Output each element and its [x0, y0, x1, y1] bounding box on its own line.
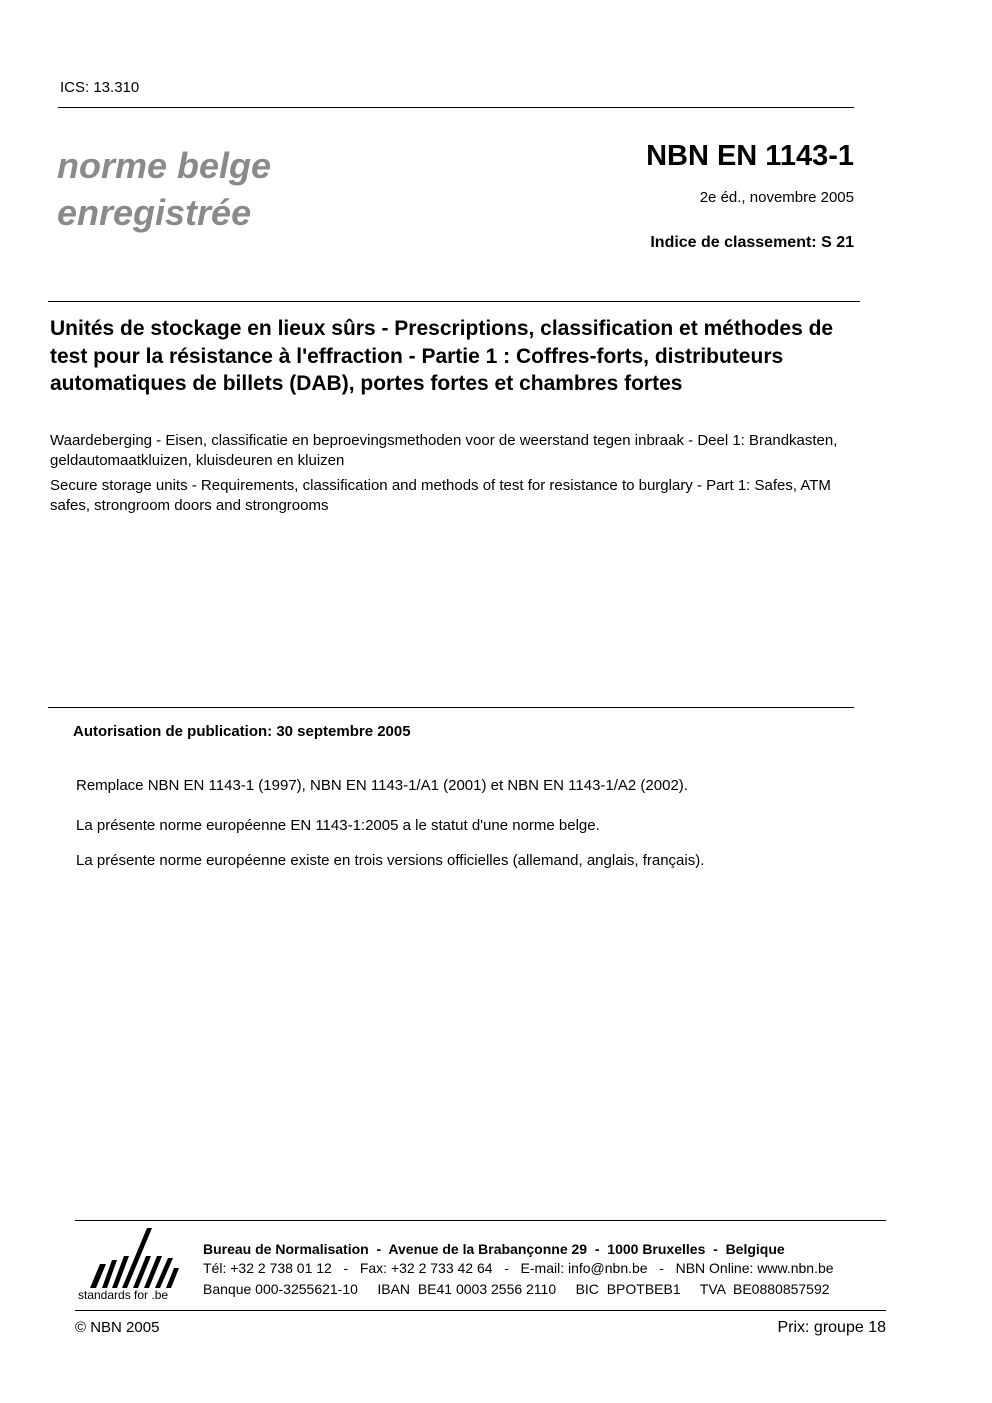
- title-french: Unités de stockage en lieux sûrs - Prescriptions, classification et méthodes de test pour la résistance à l'effraction - Partie 1 : Coffres-forts, distributeurs automatiques de billets (DAB), portes fortes et chambres fortes: [50, 317, 834, 395]
- divider-footer: [75, 1220, 886, 1221]
- divider-top: [58, 107, 854, 108]
- publication-authorisation: Autorisation de publication: 30 septembre 2005: [73, 723, 411, 740]
- edition: 2e éd., novembre 2005: [699, 189, 854, 206]
- note-replaces: Remplace NBN EN 1143-1 (1997), NBN EN 1143-1/A1 (2001) et NBN EN 1143-1/A2 (2002).: [76, 777, 688, 794]
- note-status: La présente norme européenne EN 1143-1:2005 a le statut d'une norme belge.: [76, 817, 600, 834]
- note-versions: La présente norme européenne existe en trois versions officielles (allemand, anglais, français).: [76, 852, 705, 869]
- norme-belge-heading: [57, 142, 271, 236]
- address-line: Bureau de Normalisation - Avenue de la Brabançonne 29 - 1000 Bruxelles - Belgique: [203, 1241, 785, 1257]
- ics-code: ICS: 13.310: [60, 79, 140, 96]
- title-dutch: Waardeberging - Eisen, classificatie en beproevingsmethoden voor de weerstand tegen inbraak - Deel 1: Brandkasten, geldautomaatkluizen, kluisdeuren en kluizen: [50, 432, 838, 469]
- logo-tagline: standards for .be: [78, 1288, 169, 1302]
- price-group: Prix: groupe 18: [777, 1319, 886, 1336]
- contact-line: Tél: +32 2 738 01 12 - Fax: +32 2 733 42 64 - E-mail: info@nbn.be - NBN Online: www.nbn.be: [203, 1260, 834, 1276]
- norme-belge-line-2: enregistrée: [57, 192, 252, 233]
- title-english: Secure storage units - Requirements, classification and methods of test for resistance to burglary - Part 1: Safes, ATM safes, strongroom doors and strongrooms: [50, 477, 831, 514]
- classification-index: Indice de classement: S 21: [650, 234, 854, 251]
- copyright: © NBN 2005: [75, 1319, 160, 1336]
- divider-authorisation: [48, 707, 854, 708]
- divider-title: [48, 301, 860, 302]
- bank-line: Banque 000-3255621-10 IBAN BE41 0003 2556 2110 BIC BPOTBEB1 TVA BE0880857592: [203, 1281, 830, 1297]
- divider-bottom: [75, 1310, 886, 1311]
- standard-number: NBN EN 1143-1: [646, 140, 854, 172]
- norme-belge-line-1: norme belge: [57, 145, 272, 186]
